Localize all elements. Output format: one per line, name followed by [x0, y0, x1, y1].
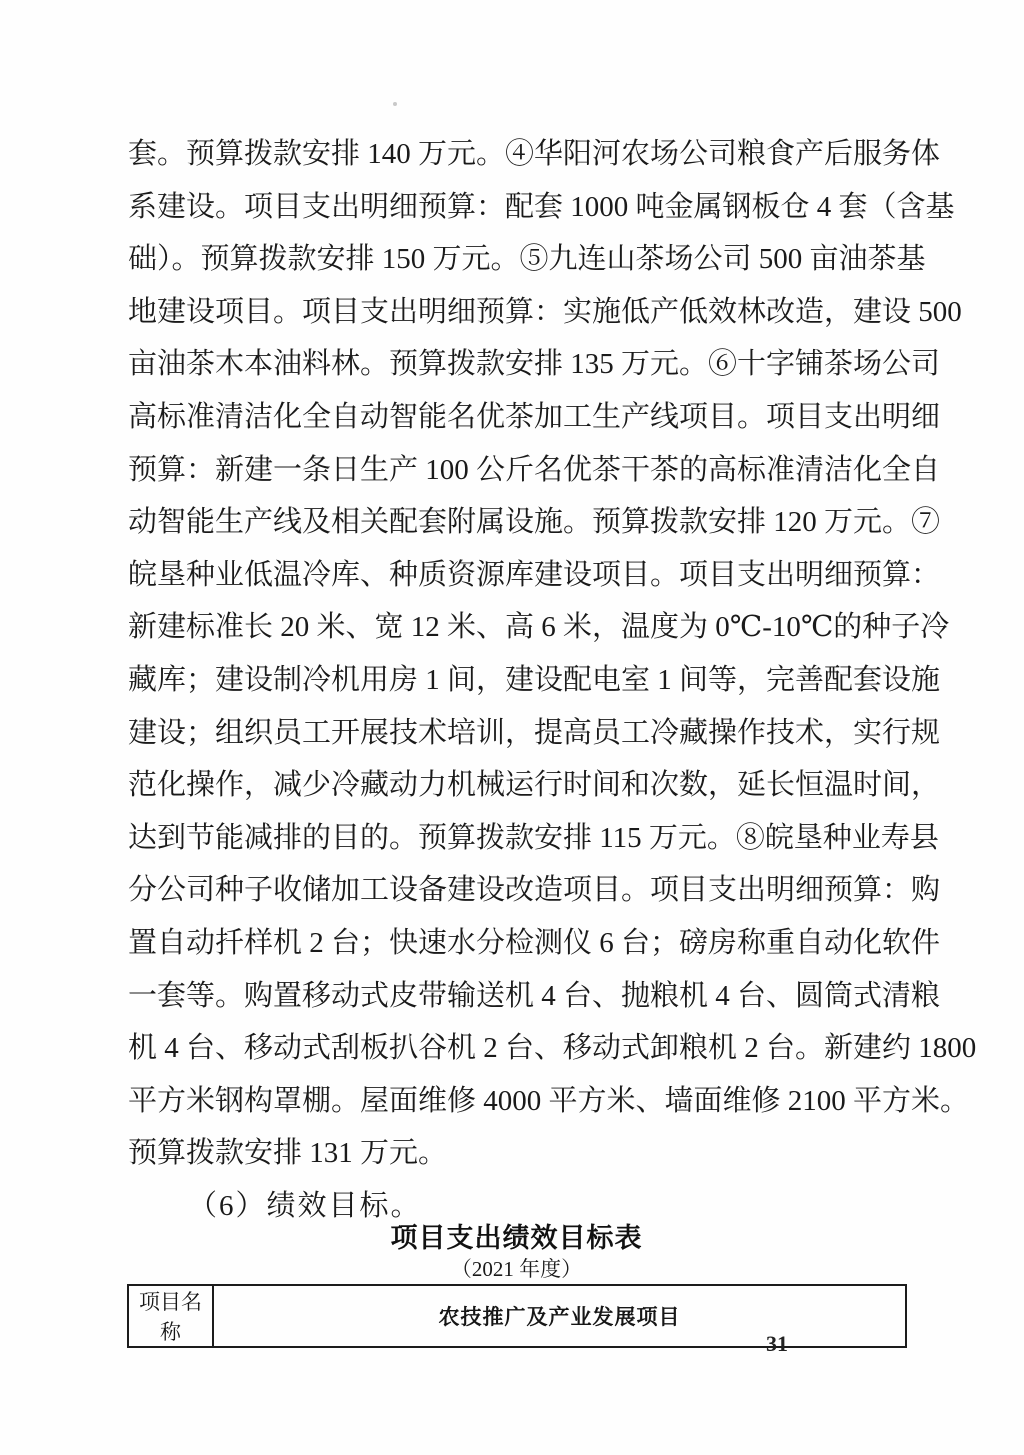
body-line: 动智能生产线及相关配套附属设施。预算拨款安排 120 万元。⑦	[128, 506, 941, 539]
performance-goal-table	[127, 1284, 907, 1348]
section-heading: （6）绩效目标。	[188, 1189, 422, 1222]
table-title: 项目支出绩效目标表	[390, 1223, 643, 1254]
body-line: 套。预算拨款安排 140 万元。④华阳河农场公司粮食产后服务体	[128, 138, 941, 170]
body-line: 达到节能减排的目的。预算拨款安排 115 万元。⑧皖垦种业寿县	[128, 821, 939, 854]
table-subtitle: （2021 年度）	[450, 1257, 583, 1282]
body-line: 地建设项目。项目支出明细预算：实施低产低效林改造，建设 500	[128, 295, 962, 328]
page-number: 31	[766, 1331, 788, 1356]
scan-speck	[393, 102, 397, 106]
body-line: 分公司种子收储加工设备建设改造项目。项目支出明细预算：购	[128, 874, 941, 907]
table-row-value: 农技推广及产业发展项目	[213, 1285, 906, 1347]
table-row	[128, 1285, 906, 1347]
body-line: 预算：新建一条日生产 100 公斤名优茶干茶的高标准清洁化全自	[128, 453, 941, 486]
body-line: 系建设。项目支出明细预算：配套 1000 吨金属钢板仓 4 套（含基	[128, 190, 955, 223]
body-line: 预算拨款安排 131 万元。	[128, 1137, 448, 1170]
body-line: 藏库；建设制冷机用房 1 间，建设配电室 1 间等，完善配套设施	[128, 663, 941, 696]
body-line: 机 4 台、移动式刮板扒谷机 2 台、移动式卸粮机 2 台。新建约 1800	[128, 1032, 977, 1065]
body-line: 建设；组织员工开展技术培训，提高员工冷藏操作技术，实行规	[128, 716, 941, 749]
body-line: 一套等。购置移动式皮带输送机 4 台、抛粮机 4 台、圆筒式清粮	[128, 979, 941, 1012]
body-line: 亩油茶木本油料林。预算拨款安排 135 万元。⑥十字铺茶场公司	[128, 348, 941, 381]
body-line: 高标准清洁化全自动智能名优茶加工生产线项目。项目支出明细	[128, 400, 941, 433]
body-line: 范化操作，减少冷藏动力机械运行时间和次数，延长恒温时间，	[128, 769, 941, 802]
body-line: 平方米钢构罩棚。屋面维修 4000 平方米、墙面维修 2100 平方米。	[128, 1084, 970, 1117]
table-row-label: 项目名称	[128, 1285, 213, 1347]
page-content	[128, 128, 977, 1348]
body-line: 础）。预算拨款安排 150 万元。⑤九连山茶场公司 500 亩油茶基	[128, 243, 926, 276]
body-paragraph	[128, 128, 977, 1180]
body-line: 皖垦种业低温冷库、种质资源库建设项目。项目支出明细预算：	[128, 558, 941, 591]
body-line: 置自动扦样机 2 台；快速水分检测仪 6 台；磅房称重自动化软件	[128, 926, 941, 959]
body-line: 新建标准长 20 米、宽 12 米、高 6 米，温度为 0℃-10℃的种子冷	[128, 611, 950, 644]
